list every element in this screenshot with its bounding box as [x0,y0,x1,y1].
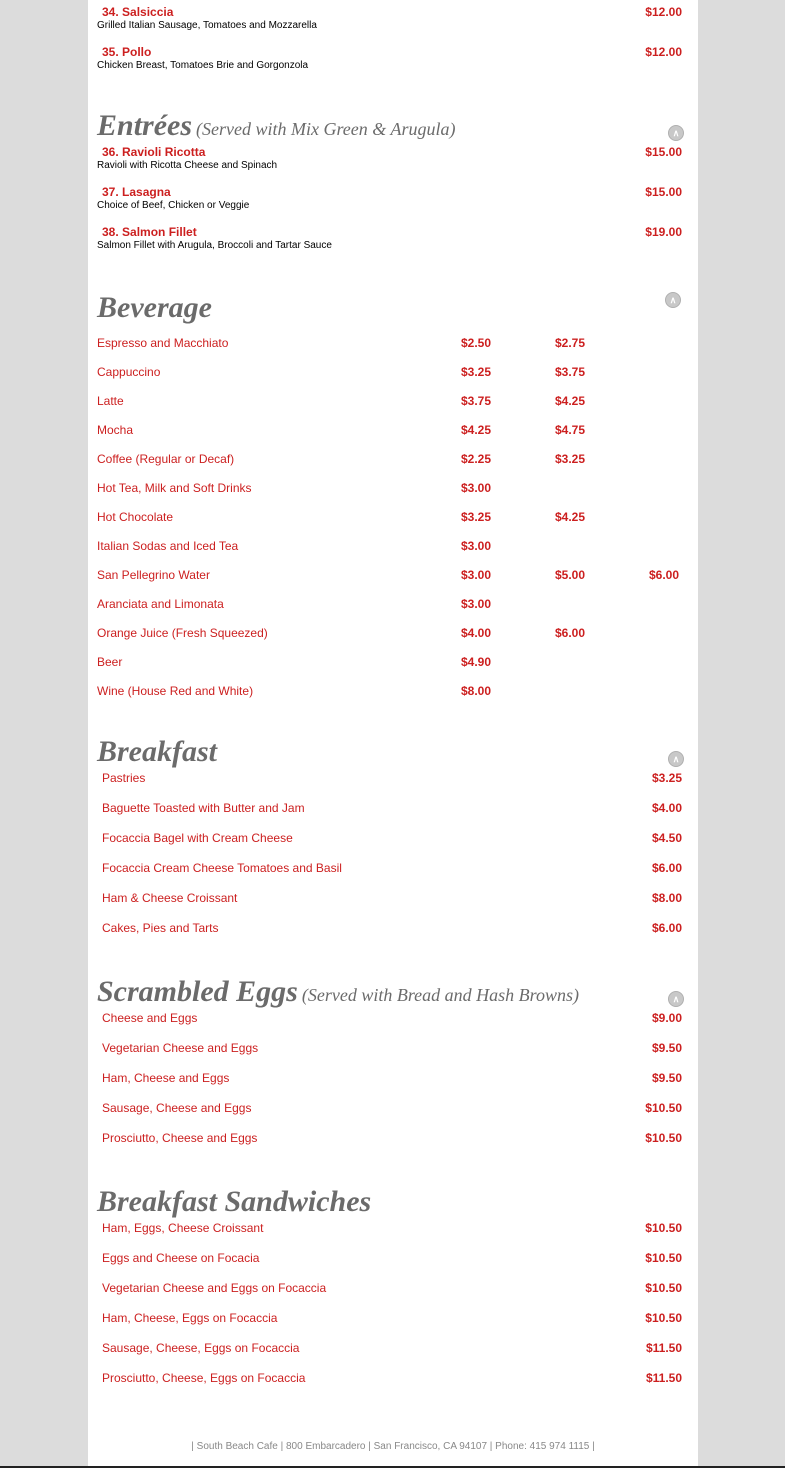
menu-item-name: Ham, Cheese, Eggs on Focaccia [102,1311,278,1325]
menu-item-name: Vegetarian Cheese and Eggs [102,1041,259,1055]
menu-item-price: $9.00 [651,1011,682,1025]
section-title-breakfast: Breakfast [97,735,217,768]
beverage-price-small: $3.25 [461,510,492,524]
menu-item-price: $6.00 [651,921,682,935]
menu-item-name: Prosciutto, Cheese and Eggs [102,1131,258,1145]
menu-item-name: Cakes, Pies and Tarts [102,921,219,935]
menu-item-price: $12.00 [645,45,682,59]
menu-item-price: $15.00 [645,185,682,199]
menu-item-name: Focaccia Cream Cheese Tomatoes and Basil [102,861,342,875]
menu-item-price: $12.00 [645,5,682,19]
beverage-name: Latte [97,394,124,408]
beverage-price-medium: $4.25 [555,510,586,524]
section-title-entrees: Entrées (Served with Mix Green & Arugula) [97,109,456,142]
beverage-price-small: $4.90 [461,655,492,669]
beverage-name: Wine (House Red and White) [97,684,254,698]
beverage-price-small: $3.25 [461,365,492,379]
chevron-up-circle-icon[interactable]: ∧ [668,125,684,141]
section-title-beverage: Beverage [97,291,212,324]
section-subtitle: (Served with Bread and Hash Browns) [301,985,579,1005]
beverage-price-medium: $5.00 [555,568,586,582]
menu-item-name: Ham & Cheese Croissant [102,891,238,905]
menu-item-price: $15.00 [645,145,682,159]
menu-item-price: $10.50 [645,1221,682,1235]
menu-item-price: $4.50 [651,831,682,845]
section-subtitle: (Served with Mix Green & Arugula) [196,119,456,139]
menu-item-price: $10.50 [645,1311,682,1325]
menu-item-desc: Choice of Beef, Chicken or Veggie [97,200,250,211]
menu-item-name: 37. Lasagna [102,185,171,199]
beverage-name: Hot Tea, Milk and Soft Drinks [97,481,252,495]
beverage-price-small: $3.00 [461,597,492,611]
menu-item-name: Cheese and Eggs [102,1011,198,1025]
beverage-price-small: $3.00 [461,539,492,553]
footer-text: | South Beach Cafe | 800 Embarcadero | San Francisco, CA 94107 | Phone: 415 974 1115 | [191,1441,595,1452]
section-title-scrambled-eggs: Scrambled Eggs (Served with Bread and Hash Browns) [97,975,579,1008]
menu-item-desc: Salmon Fillet with Arugula, Broccoli and Tartar Sauce [97,240,332,251]
beverage-price-medium: $6.00 [555,626,586,640]
chevron-up-circle-icon[interactable]: ∧ [668,751,684,767]
menu-item-price: $11.50 [645,1371,682,1385]
beverage-name: Hot Chocolate [97,510,174,524]
menu-item-desc: Ravioli with Ricotta Cheese and Spinach [97,160,278,171]
beverage-name: Beer [97,655,123,669]
beverage-name: Espresso and Macchiato [97,336,229,350]
chevron-up-circle-icon[interactable]: ∧ [668,991,684,1007]
menu-item-price: $6.00 [651,861,682,875]
beverage-name: Coffee (Regular or Decaf) [97,452,235,466]
beverage-price-small: $3.00 [461,481,492,495]
beverage-name: Cappuccino [97,365,161,379]
menu-item-name: Focaccia Bagel with Cream Cheese [102,831,293,845]
menu-item-name: Sausage, Cheese and Eggs [102,1101,252,1115]
menu-item-price: $8.00 [651,891,682,905]
menu-item-price: $4.00 [651,801,682,815]
beverage-price-large: $6.00 [649,568,680,582]
menu-item-price: $9.50 [651,1071,682,1085]
menu-item-name: Baguette Toasted with Butter and Jam [102,801,305,815]
menu-item-name: Ham, Eggs, Cheese Croissant [102,1221,264,1235]
beverage-price-medium: $4.25 [555,394,586,408]
menu-item-price: $19.00 [645,225,682,239]
menu-item-name: Ham, Cheese and Eggs [102,1071,230,1085]
menu-item-name: 34. Salsiccia [102,5,174,19]
menu-item-price: $10.50 [645,1281,682,1295]
menu-item-name: 38. Salmon Fillet [102,225,197,239]
beverage-price-small: $3.00 [461,568,492,582]
beverage-price-small: $2.25 [461,452,492,466]
menu-item-price: $11.50 [645,1341,682,1355]
beverage-name: Aranciata and Limonata [97,597,224,611]
beverage-name: Mocha [97,423,134,437]
menu-item-name: Prosciutto, Cheese, Eggs on Focaccia [102,1371,306,1385]
beverage-name: Italian Sodas and Iced Tea [97,539,239,553]
beverage-price-medium: $2.75 [555,336,586,350]
beverage-price-small: $4.25 [461,423,492,437]
beverage-price-medium: $3.75 [555,365,586,379]
menu-item-name: Vegetarian Cheese and Eggs on Focaccia [102,1281,327,1295]
menu-item-name: 35. Pollo [102,45,152,59]
menu-item-price: $10.50 [645,1251,682,1265]
beverage-name: Orange Juice (Fresh Squeezed) [97,626,268,640]
beverage-price-small: $4.00 [461,626,492,640]
section-title-breakfast-sandwiches: Breakfast Sandwiches [97,1185,372,1218]
menu-item-desc: Chicken Breast, Tomatoes Brie and Gorgonzola [97,60,309,71]
beverage-price-small: $2.50 [461,336,492,350]
menu-item-price: $3.25 [651,771,682,785]
menu-item-name: Sausage, Cheese, Eggs on Focaccia [102,1341,300,1355]
menu-item-name: Pastries [102,771,146,785]
beverage-price-medium: $3.25 [555,452,586,466]
beverage-price-medium: $4.75 [555,423,586,437]
menu-item-desc: Grilled Italian Sausage, Tomatoes and Mozzarella [97,20,317,31]
menu-page [88,0,698,1466]
menu-item-price: $10.50 [645,1131,682,1145]
menu-item-price: $9.50 [651,1041,682,1055]
menu-item-name: 36. Ravioli Ricotta [102,145,206,159]
beverage-name: San Pellegrino Water [97,568,210,582]
beverage-price-small: $8.00 [461,684,492,698]
beverage-price-small: $3.75 [461,394,492,408]
menu-item-price: $10.50 [645,1101,682,1115]
menu-item-name: Eggs and Cheese on Focacia [102,1251,260,1265]
chevron-up-circle-icon[interactable]: ∧ [665,292,681,308]
